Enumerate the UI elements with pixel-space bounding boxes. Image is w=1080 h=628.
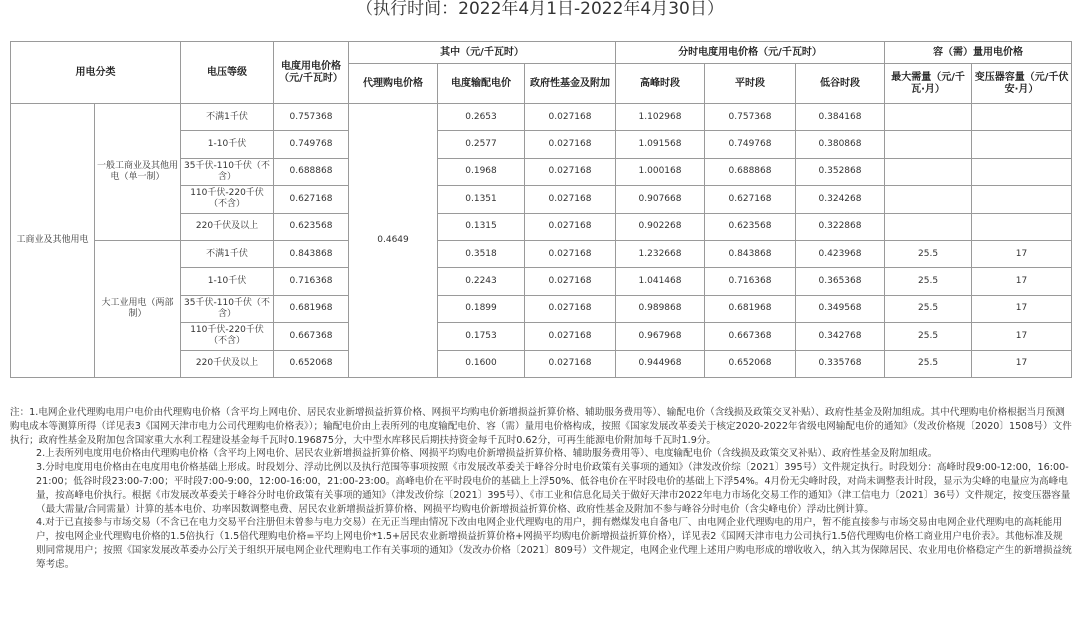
valley-cell: 0.322868 (796, 213, 885, 240)
valley-cell: 0.380868 (796, 131, 885, 158)
note-2: 2.上表所列电度用电价格由代理购电价格（含平均上网电价、居民农业新增损益折算价格、网损平均购电价新增损益折算价格、辅助服务费用等）、电度输配电价（含线损及政策交叉补贴）、政府性基金及附加组成。 (36, 448, 938, 460)
subcategory-industrial: 大工业用电（两部制） (95, 240, 181, 377)
flat-cell: 0.667368 (705, 323, 796, 350)
gov-fund-cell: 0.027168 (525, 350, 616, 377)
transmission-cell: 0.1600 (438, 350, 525, 377)
valley-cell: 0.349568 (796, 295, 885, 322)
flat-cell: 0.688868 (705, 158, 796, 185)
max-demand-cell (885, 213, 972, 240)
effective-period: （执行时间：2022年4月1日-2022年4月30日） (356, 0, 724, 19)
transformer-cell: 17 (972, 240, 1072, 267)
peak-cell: 1.232668 (616, 240, 705, 267)
transmission-cell: 0.3518 (438, 240, 525, 267)
voltage-cell: 1-10千伏 (181, 268, 274, 295)
header-tou: 分时电度用电价格（元/千瓦时） (616, 42, 885, 64)
electricity-price-table (10, 41, 1072, 378)
header-peak: 高峰时段 (616, 64, 705, 104)
voltage-cell: 35千伏-110千伏（不含） (181, 295, 274, 322)
price-cell: 0.623568 (274, 213, 349, 240)
price-cell: 0.667368 (274, 323, 349, 350)
price-cell: 0.627168 (274, 186, 349, 213)
gov-fund-cell: 0.027168 (525, 158, 616, 185)
agent-price-cell: 0.4649 (349, 104, 438, 378)
gov-fund-cell: 0.027168 (525, 295, 616, 322)
transmission-cell: 0.1753 (438, 323, 525, 350)
max-demand-cell (885, 104, 972, 131)
flat-cell: 0.623568 (705, 213, 796, 240)
peak-cell: 0.902268 (616, 213, 705, 240)
gov-fund-cell: 0.027168 (525, 104, 616, 131)
gov-fund-cell: 0.027168 (525, 323, 616, 350)
flat-cell: 0.843868 (705, 240, 796, 267)
max-demand-cell (885, 186, 972, 213)
transformer-cell (972, 131, 1072, 158)
subcategory-general: 一般工商业及其他用电（单一制） (95, 104, 181, 241)
voltage-cell: 110千伏-220千伏（不含） (181, 323, 274, 350)
price-cell: 0.757368 (274, 104, 349, 131)
table-row (11, 240, 1072, 267)
transmission-cell: 0.1899 (438, 295, 525, 322)
gov-fund-cell: 0.027168 (525, 131, 616, 158)
voltage-cell: 不满1千伏 (181, 104, 274, 131)
gov-fund-cell: 0.027168 (525, 268, 616, 295)
valley-cell: 0.335768 (796, 350, 885, 377)
header-category: 用电分类 (11, 42, 181, 104)
max-demand-cell (885, 131, 972, 158)
transformer-cell (972, 104, 1072, 131)
header-capacity: 容（需）量用电价格 (885, 42, 1072, 64)
price-cell: 0.681968 (274, 295, 349, 322)
peak-cell: 0.989868 (616, 295, 705, 322)
valley-cell: 0.342768 (796, 323, 885, 350)
footnotes (10, 406, 1072, 572)
transformer-cell: 17 (972, 295, 1072, 322)
transmission-cell: 0.2243 (438, 268, 525, 295)
header-transmission: 电度输配电价 (438, 64, 525, 104)
voltage-cell: 不满1千伏 (181, 240, 274, 267)
max-demand-cell (885, 158, 972, 185)
header-price: 电度用电价格（元/千瓦时） (274, 42, 349, 104)
price-cell: 0.688868 (274, 158, 349, 185)
header-agent-price: 代理购电价格 (349, 64, 438, 104)
price-cell: 0.749768 (274, 131, 349, 158)
transformer-cell: 17 (972, 268, 1072, 295)
header-flat: 平时段 (705, 64, 796, 104)
header-valley: 低谷时段 (796, 64, 885, 104)
table-body (11, 104, 1072, 378)
header-gov-fund: 政府性基金及附加 (525, 64, 616, 104)
header-max-demand: 最大需量（元/千瓦·月） (885, 64, 972, 104)
peak-cell: 1.000168 (616, 158, 705, 185)
peak-cell: 0.907668 (616, 186, 705, 213)
flat-cell: 0.716368 (705, 268, 796, 295)
note-4: 4.对于已直接参与市场交易（不含已在电力交易平台注册但未曾参与电力交易）在无正当理由情况下改由电网企业代理购电的用户，拥有燃煤发电自备电厂、由电网企业代理购电的用户，暂不能直接参与市场交易由电网企业代理购电的高耗能用户，按电网企业代理购电价格的1.5倍执行（1.5倍代理购电价格=平均上网电价*1.5+居民农业新增损益折算价格+网损平均购电价新增损益折算价格），详见表2《国网天津市电力公司执行1.5倍代理购电价格工商业用户电价表》。其他标准及规则同常规用户；按照《国家发展改革委办公厅关于组织开展电网企业代理购电工作有关事项的通知》（发改办价格〔2021〕809号）文件规定，电网企业代理上述用户购电形成的增收收入，纳入其为保障居民、农业用电价格稳定产生的新增损益统筹考虑。 (36, 517, 1072, 570)
price-cell: 0.652068 (274, 350, 349, 377)
voltage-cell: 1-10千伏 (181, 131, 274, 158)
category-main: 工商业及其他用电 (11, 104, 95, 378)
note-1: 注：1.电网企业代理购电用户电价由代理购电价格（含平均上网电价、居民农业新增损益折算价格、网损平均购电价新增损益折算价格、辅助服务费用等）、输配电价（含线损及政策交叉补贴）、政府性基金及附加组成。其中代理购电价格根据当月预测购电成本等测算所得（详见表3《国网天津市电力公司代理购电价格表》）；输配电价由上表所列的电度输配电价、容（需）量用电价格构成，按照《国家发展改革委关于核定2020-2022年省级电网输配电价的通知》（发改价格规〔2020〕1508号）文件执行；政府性基金及附加包含国家重大水利工程建设基金每千瓦时0.196875分，大中型水库移民后期扶持资金每千瓦时0.62分，可再生能源电价附加每千瓦时1.9分。 (10, 407, 1072, 446)
transmission-cell: 0.1351 (438, 186, 525, 213)
header-transformer: 变压器容量（元/千伏安·月） (972, 64, 1072, 104)
voltage-cell: 220千伏及以上 (181, 350, 274, 377)
header-of-which: 其中（元/千瓦时） (349, 42, 616, 64)
max-demand-cell: 25.5 (885, 350, 972, 377)
price-cell: 0.843868 (274, 240, 349, 267)
transformer-cell: 17 (972, 350, 1072, 377)
valley-cell: 0.324268 (796, 186, 885, 213)
voltage-cell: 110千伏-220千伏（不含） (181, 186, 274, 213)
transformer-cell (972, 158, 1072, 185)
flat-cell: 0.749768 (705, 131, 796, 158)
note-3: 3.分时电度用电价格由在电度用电价格基础上形成。时段划分、浮动比例以及执行范围等事项按照《市发展改革委关于峰谷分时电价政策有关事项的通知》（津发改价综〔2021〕395号）文件规定执行。时段划分：高峰时段9:00-12:00，16:00-21:00；低谷时段23:00-7:00；平时段7:00-9:00，12:00-16:00，21:00-23:00。高峰电价在平时段电价的基础上上浮50%、低谷电价在平时段电价的基础上下浮54%。4月份无尖峰时段，对尚未调整表计时段，显示为尖峰的电量应为高峰电量，按高峰电价执行。根据《市发展改革委关于峰谷分时电价政策有关事项的通知》（津发改价综〔2021〕395号）、《市工业和信息化局关于做好天津市2022年电力市场化交易工作的通知》（津工信电力〔2021〕36号）文件规定，按变压器容量（最大需量/合同需量）计算的基本电价、功率因数调整电费、居民农业新增损益折算价格、网损平均购电价新增损益折算价格、政府性基金及附加不参与峰谷分时电价（含尖峰电价）浮动比例计算。 (36, 462, 1071, 515)
transmission-cell: 0.2577 (438, 131, 525, 158)
header-voltage: 电压等级 (181, 42, 274, 104)
valley-cell: 0.352868 (796, 158, 885, 185)
flat-cell: 0.652068 (705, 350, 796, 377)
voltage-cell: 35千伏-110千伏（不含） (181, 158, 274, 185)
transformer-cell (972, 186, 1072, 213)
gov-fund-cell: 0.027168 (525, 213, 616, 240)
transformer-cell: 17 (972, 323, 1072, 350)
flat-cell: 0.681968 (705, 295, 796, 322)
transmission-cell: 0.1315 (438, 213, 525, 240)
table-row (11, 104, 1072, 131)
peak-cell: 0.944968 (616, 350, 705, 377)
transmission-cell: 0.2653 (438, 104, 525, 131)
max-demand-cell: 25.5 (885, 323, 972, 350)
voltage-cell: 220千伏及以上 (181, 213, 274, 240)
max-demand-cell: 25.5 (885, 240, 972, 267)
gov-fund-cell: 0.027168 (525, 186, 616, 213)
valley-cell: 0.423968 (796, 240, 885, 267)
max-demand-cell: 25.5 (885, 268, 972, 295)
peak-cell: 0.967968 (616, 323, 705, 350)
flat-cell: 0.627168 (705, 186, 796, 213)
valley-cell: 0.365368 (796, 268, 885, 295)
transmission-cell: 0.1968 (438, 158, 525, 185)
peak-cell: 1.102968 (616, 104, 705, 131)
gov-fund-cell: 0.027168 (525, 240, 616, 267)
valley-cell: 0.384168 (796, 104, 885, 131)
peak-cell: 1.091568 (616, 131, 705, 158)
peak-cell: 1.041468 (616, 268, 705, 295)
flat-cell: 0.757368 (705, 104, 796, 131)
price-cell: 0.716368 (274, 268, 349, 295)
max-demand-cell: 25.5 (885, 295, 972, 322)
transformer-cell (972, 213, 1072, 240)
